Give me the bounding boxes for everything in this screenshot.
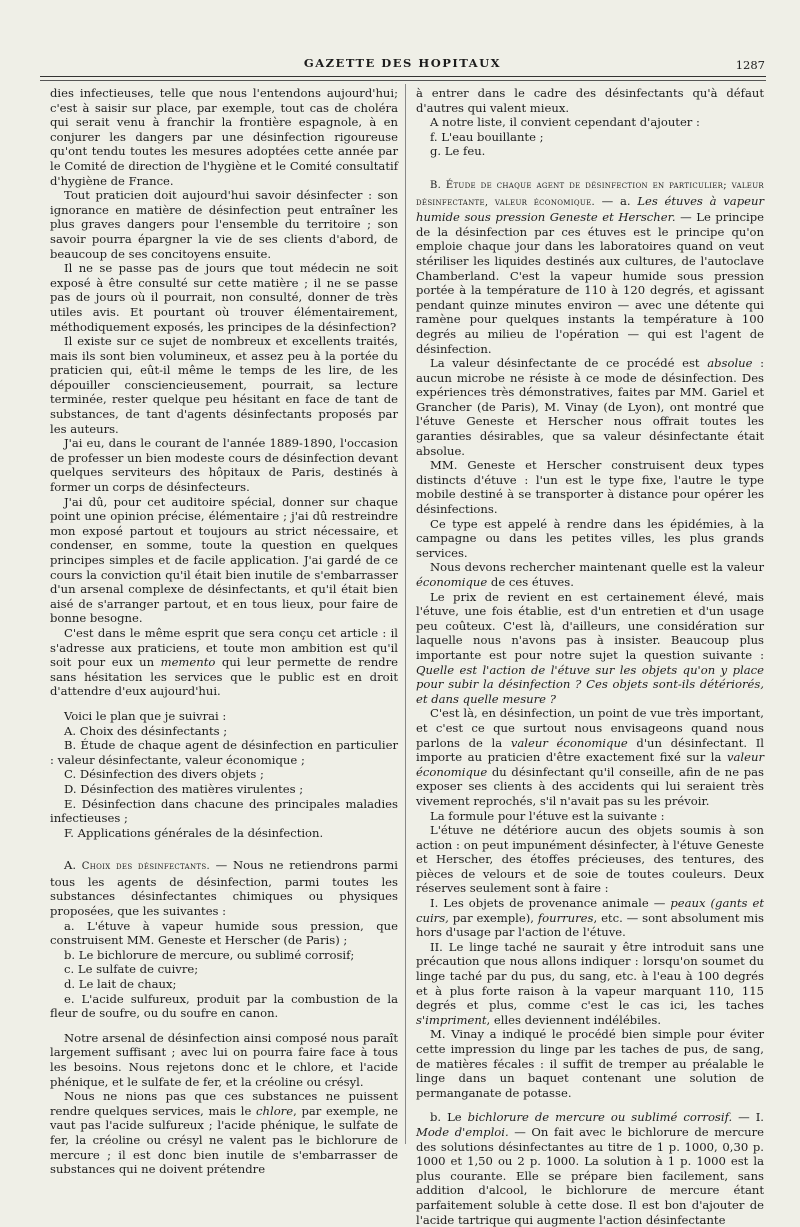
plan-item: F. Applications générales de la désinfection. <box>64 825 324 840</box>
paragraph <box>416 1110 764 1227</box>
page-number: 1287 <box>735 58 765 72</box>
text-run: — a. <box>594 193 638 208</box>
list-item: g. Le feu. <box>430 144 486 159</box>
text-run: : aucun microbe ne résiste à ce mode de désinfection. Des expériences très démonstratives, faites par MM. Gariel et Grancher (de Paris), M. Vinay (de Lyon), ont montré que l'étuve Geneste et Herscher nous offrait toutes les garanties désirables, que sa valeur désinfectante était absolue. <box>416 356 765 458</box>
paragraph: Tout praticien doit aujourd'hui savoir désinfecter : son ignorance en matière de désinfection peut entraîner les plus graves dangers pour l'ensemble du territoire ; son savoir pourra épargner la vie de ses clients d'abord, de beaucoup de ses concitoyens ensuite. <box>50 188 398 261</box>
text-run: , elles deviennent indélébiles. <box>486 1012 662 1027</box>
plan-item: E. Désinfection dans chacune des principales maladies infectieuses ; <box>50 796 398 826</box>
list-item: b. Le bichlorure de mercure, ou sublimé corrosif; <box>64 947 355 962</box>
paragraph <box>416 706 764 808</box>
paragraph <box>416 940 764 1028</box>
text-run: d'un désinfectant. Il importe au praticien d'être exactement fixé sur la <box>416 735 764 765</box>
plan-item: C. Désinfection des divers objets ; <box>64 767 264 782</box>
left-column <box>50 86 398 1177</box>
section-title: B. Étude de chaque agent de désinfection en particulier; valeur désinfectante, valeur économique. <box>416 179 764 208</box>
text-run: qui leur permette de rendre sans hésitation les services que le public est en droit d'attendre d'eux aujourd'hui. <box>50 655 398 699</box>
text-run: b. Le <box>430 1110 468 1125</box>
section-title: Choix des désinfectants. <box>81 861 210 873</box>
paragraph: Notre arsenal de désinfection ainsi composé nous paraît largement suffisant ; avec lui on pourra faire face à tous les besoins. Nous rejetons donc et le chlore, et l'acide phénique, et le sulfate de fer, et la créoline ou crésyl. <box>50 1030 398 1089</box>
text-run: par exemple), <box>448 910 538 925</box>
list-item: d. Le lait de chaux; <box>64 977 177 992</box>
paragraph <box>416 356 764 458</box>
text-run: II. Le linge taché ne saurait y être introduit sans une précaution que nous allons indiquer : lorsqu'on soumet du linge taché par du pus, du sang, etc. à l'eau à 100 degrés et à plus forte raison à la vapeur marquant 110, 115 degrés et plus, comme c'est le cas ici, les taches <box>416 939 764 1013</box>
text-run: de ces étuves. <box>487 575 574 589</box>
paragraph: MM. Geneste et Herscher construisent deux types distincts d'étuve : l'un est le type fixe, l'autre le type mobile destiné à se transporter à distance pour opérer les désinfections. <box>416 458 764 517</box>
text-run: La valeur désinfectante de ce procédé est <box>430 356 708 371</box>
plan-item: D. Désinfection des matières virulentes ; <box>64 781 304 796</box>
paragraph: à entrer dans le cadre des désinfectants qu'à défaut d'autres qui valent mieux. <box>416 86 764 115</box>
emphasis: valeur économique <box>510 735 628 750</box>
text-run: du désinfectant qu'il conseille, afin de ne pas exposer ses clients à des accidents qui lui seraient très vivement reprochés, s'il n'avait pas su les prévoir. <box>416 764 764 808</box>
paragraph: A notre liste, il convient cependant d'ajouter : <box>430 115 700 130</box>
text-run: , par exemple, ne vaut pas l'acide sulfureux ; l'acide phénique, le sulfate de fer, la créoline ou crésyl ne valent pas le bichlorure de mercure ; il est donc bien inutile de s'embarrasser de substances qui ne doivent prétendre <box>50 1103 398 1177</box>
paragraph <box>416 896 764 940</box>
paragraph: Voici le plan que je suivrai : <box>64 708 227 723</box>
right-column <box>416 86 764 1227</box>
emphasis: Mode d'emploi. <box>416 1124 509 1139</box>
header-rule <box>40 76 766 77</box>
text-run: C'est là, en désinfection, un point de vue très important, et c'est ce que surtout nous envisageons quand nous parlons de la <box>416 706 764 750</box>
text-run: Le prix de revient en est certainement élevé, mais l'étuve, une fois établie, est d'un entretien et d'un usage peu coûteux. C'est là, d'ailleurs, une considération sur laquelle nous n'avons pas à insister. Beaucoup plus importante est pour notre sujet la question suivante : <box>416 589 764 662</box>
text-run: — Nous ne retiendrons parmi tous les agents de désinfection, parmi toutes les substances désinfectantes chimiques ou physiques proposées, que les suivantes : <box>50 858 398 919</box>
emphasis: peaux (gants et cuirs, <box>416 896 764 925</box>
text-run: Nous devons rechercher maintenant quelle est la valeur <box>430 560 764 575</box>
emphasis: valeur économique <box>416 750 764 779</box>
text-run: , etc. — sont absolument mis hors d'usage par l'action de l'étuve. <box>416 910 765 940</box>
plan-item: B. Étude de chaque agent de désinfection en particulier : valeur désinfectante, valeur économique ; <box>50 738 398 767</box>
column-divider <box>405 84 406 1144</box>
text-run: — Le principe de la désinfection par ces étuves est le principe qu'on emploie chaque jour dans les laboratoires quand on veut stériliser les liquides destinés aux cultures, de l'autoclave Chamberland. C'est la vapeur humide sous pression portée à la température de 110 à 120 degrés, et agissant pendant quinze minutes environ — avec une détente qui ramène pour quelques instants la température à 100 degrés au milieu de l'opération — qui est l'agent de désinfection. <box>416 210 765 356</box>
text-run: — On fait avec le bichlorure de mercure des solutions désinfectantes au titre de 1 p. 1000, 0,30 p. 1000 et 1,50 ou 2 p. 1000. La solution à 1 p. 1000 est la plus courante. Elle se prépare bien facilement, sans addition d'alcool, le bichlorure de mercure étant parfaitement soluble à cette dose. Il est bon d'ajouter de l'acide tartrique qui augmente l'action désinfectante <box>416 1124 764 1227</box>
emphasis: s'impriment <box>416 1012 487 1027</box>
paragraph: Ce type est appelé à rendre dans les épidémies, à la campagne ou dans les petites villes, les plus grands services. <box>416 516 764 560</box>
paragraph <box>50 626 398 699</box>
text-run: C'est dans le même esprit que sera conçu cet article : il s'adresse aux praticiens, et toute mon ambition est qu'il soit pour eux un <box>50 625 398 670</box>
paragraph <box>50 1089 398 1177</box>
text-run: I. Les objets de provenance animale — <box>430 896 671 911</box>
emphasis: fourrures <box>537 910 594 925</box>
plan-item: A. Choix des désinfectants ; <box>64 723 228 738</box>
paragraph <box>416 590 764 707</box>
paragraph: L'étuve ne détériore aucun des objets soumis à son action : on peut impunément désinfecter, à l'étuve Geneste et Herscher, des étoffes précieuses, des tentures, des pièces de velours et de soie de toutes couleurs. Deux réserves seulement sont à faire : <box>416 823 764 896</box>
page-header <box>40 56 765 72</box>
list-item: e. L'acide sulfureux, produit par la combustion de la fleur de soufre, ou du soufre en canon. <box>50 991 398 1021</box>
list-item: a. L'étuve à vapeur humide sous pression, que construisent MM. Geneste et Herscher (de Paris) ; <box>50 918 398 948</box>
section-heading-a <box>50 858 398 918</box>
emphasis: économique <box>416 575 488 589</box>
section-heading-b <box>416 177 764 356</box>
paragraph: M. Vinay a indiqué le procédé bien simple pour éviter cette impression du linge par les taches de pus, de sang, de matières fécales : il suffit de tremper au préalable le linge dans un baquet contenant une solution de permanganate de potasse. <box>416 1027 764 1100</box>
emphasis: Quelle est l'action de l'étuve sur les objets qu'on y place pour subir la désinfection ? Ces objets sont-ils détériorés, et dans quelle mesure ? <box>416 662 764 706</box>
emphasis: memento <box>160 655 216 670</box>
emphasis: bichlorure de mercure ou sublimé corrosif. <box>467 1110 733 1125</box>
header-rule-thin <box>40 80 766 81</box>
text-run: — I. <box>732 1110 764 1125</box>
emphasis: absolue <box>707 356 753 371</box>
list-item: c. Le sulfate de cuivre; <box>64 962 199 977</box>
paragraph: Il ne se passe pas de jours que tout médecin ne soit exposé à être consulté sur cette matière ; il ne se passe pas de jours où il pourrait, non consulté, donner de très utiles avis. Et pourtant où trouver élémentairement, méthodiquement exposés, les principes de la désinfection? <box>50 261 398 334</box>
section-letter: A. <box>64 858 82 873</box>
paragraph: J'ai eu, dans le courant de l'année 1889-1890, l'occasion de professer un bien modeste cours de désinfection devant quelques serviteurs des hôpitaux de Paris, destinés à former un corps de désinfecteurs. <box>50 436 398 495</box>
emphasis: chlore <box>256 1103 294 1118</box>
journal-title: GAZETTE DES HOPITAUX <box>303 56 502 70</box>
paragraph: La formule pour l'étuve est la suivante : <box>430 808 665 823</box>
paragraph: Il existe sur ce sujet de nombreux et excellents traités, mais ils sont bien volumineux, et assez peu à la portée du praticien qui, eût-il même le temps de les lire, de les dépouiller consciencieusement, pourrait, sa lecture terminée, rester quelque peu hésitant en face de tant de substances, de tant d'agents désinfectants proposés par les auteurs. <box>50 334 398 436</box>
paragraph <box>416 560 764 589</box>
paragraph: dies infectieuses, telle que nous l'entendons aujourd'hui; c'est à saisir sur place, par exemple, tout cas de choléra qui serait venu à franchir la frontière espagnole, à en conjurer les dangers par une désinfection rigoureuse qu'ont tendu toutes les mesures adoptées cette année par le Comité de direction de l'hygiène et le Comité consultatif d'hygiène de France. <box>50 86 398 188</box>
paragraph: J'ai dû, pour cet auditoire spécial, donner sur chaque point une opinion précise, élémentaire ; j'ai dû restreindre mon exposé partout et toujours au strict nécessaire, et condenser, en somme, toute la question en quelques principes simples et de facile application. J'ai gardé de ce cours la conviction qu'il était bien inutile de s'embarrasser d'un arsenal complexe de désinfectants, et qu'il était bien aisé de s'arranger partout, et en tous lieux, pour faire de bonne besogne. <box>50 494 398 626</box>
emphasis: Les étuves à vapeur humide sous pression Geneste et Herscher. <box>416 193 764 225</box>
list-item: f. L'eau bouillante ; <box>430 129 544 144</box>
text-run: Nous ne nions pas que ces substances ne puissent rendre quelques services, mais le <box>50 1089 398 1118</box>
